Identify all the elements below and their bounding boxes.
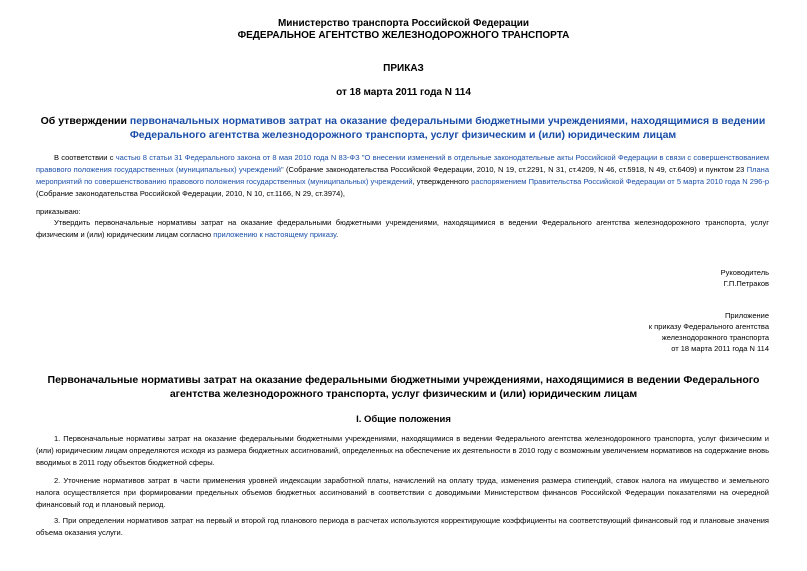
agency-name: ФЕДЕРАЛЬНОЕ АГЕНТСТВО ЖЕЛЕЗНОДОРОЖНОГО ТРАНСПОРТА [237, 30, 570, 41]
doc-type: ПРИКАЗ [383, 63, 424, 74]
clause-2: 2. Уточнение нормативов затрат в части применения уровней индексации заработной платы, начислений на оплату труда, изменения размера стипендий, ставок налога на имущество и земельного налога осуществляется при формировании предельных объемов бюджетных ассигнований в соответствии с доводимыми Министерством финансов Российской Федерации показателями на очередной финансовый год и плановый период. [36, 476, 769, 509]
document-title: Об утверждении первоначальных нормативов затрат на оказание федеральными бюджетными учреждениями, находящимися в ведении Федерального агентства железнодорожного транспорта, услуг физическим и (или) юридическим лицам [40, 115, 766, 141]
decree-link[interactable]: распоряжением Правительства Российской Федерации от 5 марта 2010 года N 296-р [471, 177, 769, 186]
clause-3: 3. При определении нормативов затрат на первый и второй год планового периода в расчетах используются корректирующие коэффициенты на соответствующий финансовый год и плановые значения объема оказания услуги. [36, 516, 769, 537]
preamble-paragraph: В соответствии с частью 8 статьи 31 Федерального закона от 8 мая 2010 года N 83-ФЗ "О внесении изменений в отдельные законодательные акты Российской Федерации в связи с совершенствованием правового положения государственных (муниципальных) учреждений" (Собрание законодательства Российской Федерации, 2010, N 19, ст.2291, N 31, ст.4209, N 46, ст.5918, N 49, ст.6409) и пунктом 23 Плана мероприятий по совершенствованию правового положения государственных (муниципальных) учреждений, утвержденного распоряжением Правительства Российской Федерации от 5 марта 2010 года N 296-р (Собрание законодательства Российской Федерации, 2010, N 10, ст.1166, N 29, ст.3974), [36, 153, 769, 198]
appendix-title: Приложение [725, 311, 769, 320]
plan-link[interactable]: Плана мероприятий по совершенствованию правового положения государственных (муниципальных) учреждений [36, 165, 769, 186]
law-link[interactable]: частью 8 статьи 31 Федерального закона от 8 мая 2010 года N 83-ФЗ "О внесении изменений в отдельные законодательные акты Российской Федерации в связи с совершенствованием правового положения государственных (муниципальных) учреждений" [36, 153, 769, 174]
appendix-line-2: к приказу Федерального агентства [648, 322, 769, 331]
ministry-name: Министерство транспорта Российской Федерации [277, 18, 530, 29]
signature-role: Руководитель [720, 268, 769, 277]
clause-1: 1. Первоначальные нормативы затрат на оказание федеральными бюджетными учреждениями, находящимися в ведении Федерального агентства железнодорожного транспорта, услуг физическим и (или) юридическим лицам определяются исходя из размера бюджетных ассигнований, определенных на обеспечение их деятельности в 2010 году с возможным увеличением нормативов на содержание вновь вводимых в 2011 году объектов бюджетной сферы. [36, 434, 769, 467]
appendix-line-3: железнодорожного транспорта [661, 333, 769, 342]
appendix-link[interactable]: приложению к настоящему приказу [213, 230, 337, 239]
order-paragraph: Утвердить первоначальные нормативы затрат на оказание федеральными бюджетными учреждениями, находящимися в ведении Федерального агентства железнодорожного транспорта, услуг физическим и (или) юридическим лицам согласно приложению к настоящему приказу. [36, 218, 769, 239]
signature-name: Г.П.Петраков [723, 279, 769, 288]
title-link[interactable]: первоначальных нормативов затрат на оказание федеральными бюджетными учреждениями, находящимися в ведении Федерального агентства железнодорожного транспорта, услуг физическим и (или) юридическим лицам [129, 115, 766, 141]
doc-date: от 18 марта 2011 года N 114 [336, 87, 471, 98]
order-word: приказываю: [36, 207, 81, 216]
section-heading: I. Общие положения [356, 414, 451, 425]
appendix-line-4: от 18 марта 2011 года N 114 [671, 344, 769, 353]
appendix-heading: Первоначальные нормативы затрат на оказание федеральными бюджетными учреждениями, находящимися в ведении Федерального агентства железнодорожного транспорта, услуг физическим и (или) юридическим лицам [47, 374, 760, 400]
